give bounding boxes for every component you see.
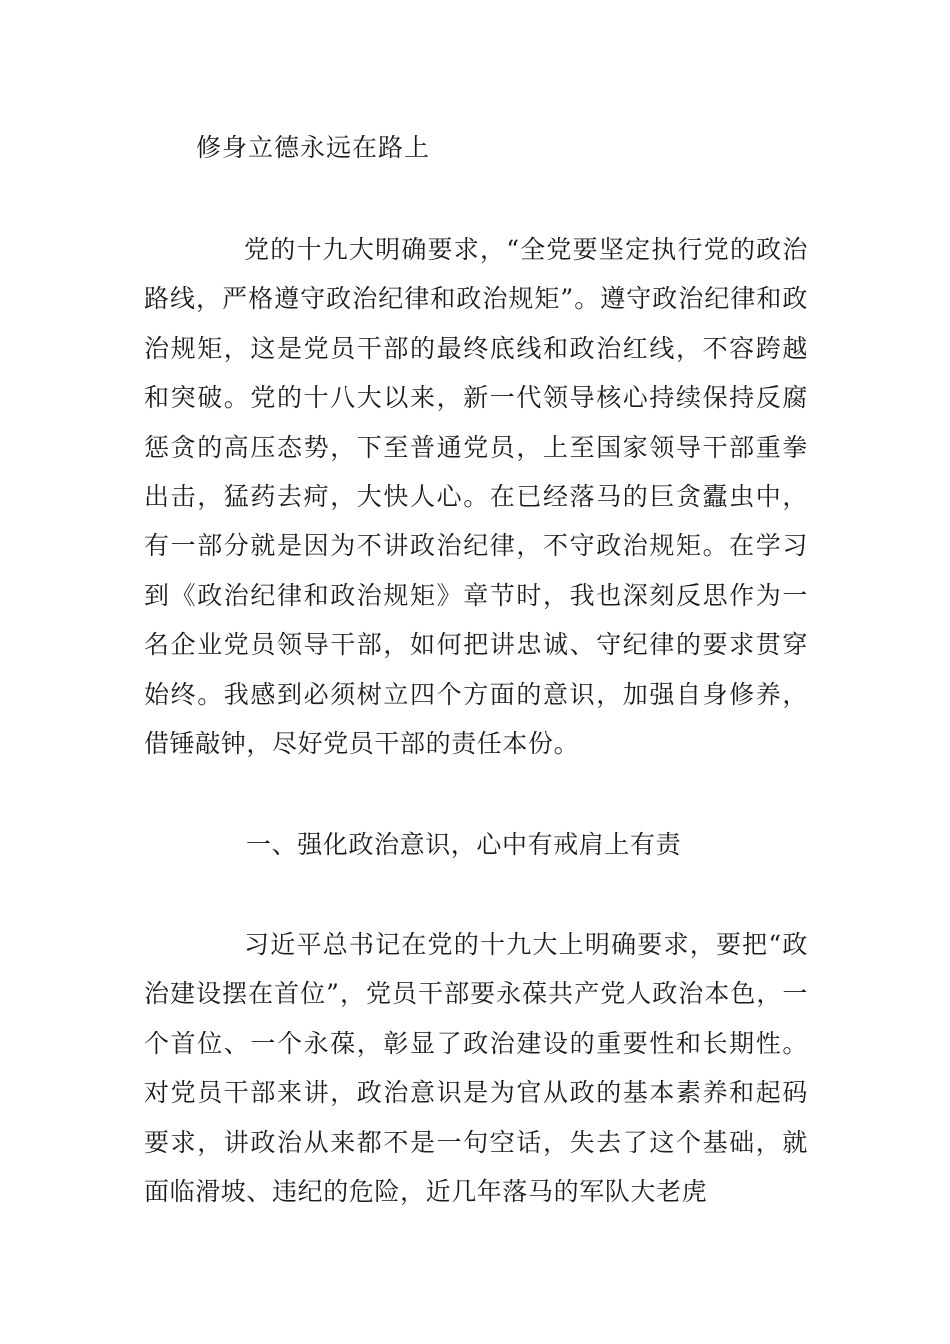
paragraph-section-one: 习近平总书记在党的十九大上明确要求，要把“政治建设摆在首位”，党员干部要永葆共产党人政治本色，一个首位、一个永葆，彰显了政治建设的重要性和长期性。对党员干部来讲，政治意识是为官从政的基本素养和起码要求，讲政治从来都不是一句空话，失去了这个基础，就面临滑坡、违纪的危险，近几年落马的军队大老虎 [144,930,808,1207]
document-title: 修身立德永远在路上 [196,133,431,162]
section-heading: 一、强化政治意识，心中有戒肩上有责 [246,830,682,859]
paragraph-intro: 党的十九大明确要求，“全党要坚定执行党的政治路线，严格遵守政治纪律和政治规矩”。遵守政治纪律和政治规矩，这是党员干部的最终底线和政治红线，不容跨越和突破。党的十八大以来，新一代领导核心持续保持反腐惩贪的高压态势，下至普通党员，上至国家领导干部重拳出击，猛药去疴，大快人心。在已经落马的巨贪蠹虫中，有一部分就是因为不讲政治纪律，不守政治规矩。在学习到《政治纪律和政治规矩》章节时，我也深刻反思作为一名企业党员领导干部，如何把讲忠诚、守纪律的要求贯穿始终。我感到必须树立四个方面的意识，加强自身修养，借锤敲钟，尽好党员干部的责任本份。 [144,235,808,759]
